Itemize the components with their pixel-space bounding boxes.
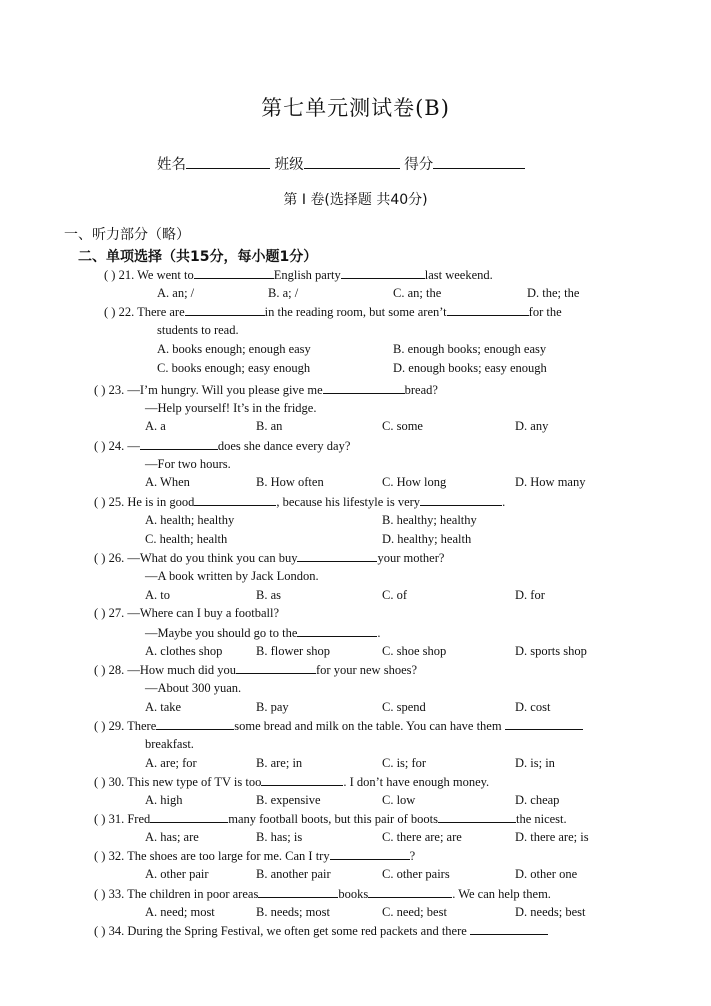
question-text: . We can help them. <box>452 887 551 901</box>
question-text: The shoes are too large for me. Can I try <box>127 849 330 863</box>
question-text: your mother? <box>377 551 445 565</box>
option-b[interactable]: B. as <box>256 588 281 602</box>
option-b[interactable]: B. are; in <box>256 756 303 770</box>
question-31 <box>94 810 567 826</box>
option-c[interactable]: C. shoe shop <box>382 644 447 658</box>
question-text: This new type of TV is too <box>127 775 262 789</box>
question-23 <box>94 381 438 397</box>
answer-blank[interactable] <box>150 810 228 823</box>
option-d[interactable]: D. cheap <box>515 793 560 807</box>
question-25 <box>94 493 505 509</box>
question-text: in the reading room, but some aren’t <box>264 305 447 319</box>
question-continuation: breakfast. <box>145 737 194 751</box>
option-c[interactable]: C. How long <box>382 475 447 489</box>
option-b[interactable]: B. enough books; enough easy <box>393 342 547 356</box>
question-text: There are <box>137 305 185 319</box>
question-21 <box>104 266 493 282</box>
answer-blank[interactable] <box>185 303 265 316</box>
question-continuation: —Maybe you should go to the . <box>145 626 381 640</box>
answer-blank[interactable] <box>330 847 410 860</box>
score-blank[interactable] <box>433 154 525 169</box>
question-text: for the <box>528 305 562 319</box>
question-text: . <box>502 495 506 509</box>
question-text: many football boots, but this pair of boots <box>228 812 438 826</box>
option-d[interactable]: D. any <box>515 419 549 433</box>
question-text: the nicest. <box>515 812 567 826</box>
question-28 <box>94 661 417 677</box>
option-c[interactable]: C. spend <box>382 700 426 714</box>
question-continuation: students to read. <box>157 323 239 337</box>
question-34 <box>94 922 548 938</box>
name-label: 姓名 <box>157 157 186 173</box>
answer-blank[interactable] <box>368 885 452 898</box>
question-text: —Maybe you should go to the <box>145 626 298 640</box>
question-number: ( ) 27. <box>94 606 125 620</box>
option-a[interactable]: A. clothes shop <box>145 644 223 658</box>
option-a[interactable]: A. When <box>145 475 190 489</box>
question-number: ( ) 24. <box>94 439 125 453</box>
question-text: There <box>127 719 157 733</box>
option-c[interactable]: C. health; health <box>145 532 228 546</box>
option-a[interactable]: A. books enough; enough easy <box>157 342 311 356</box>
question-number: ( ) 22. <box>104 305 135 319</box>
option-c[interactable]: C. need; best <box>382 905 447 919</box>
option-c[interactable]: C. an; the <box>393 286 442 300</box>
question-text: — <box>127 439 140 453</box>
answer-blank[interactable] <box>447 303 529 316</box>
question-number: ( ) 34. <box>94 924 125 938</box>
option-d[interactable]: D. is; in <box>515 756 555 770</box>
question-26 <box>94 549 444 565</box>
option-d[interactable]: D. for <box>515 588 545 602</box>
answer-blank[interactable] <box>297 624 377 637</box>
answer-blank[interactable] <box>505 717 583 730</box>
question-text: He is in good <box>127 495 195 509</box>
option-d[interactable]: D. sports shop <box>515 644 587 658</box>
option-d[interactable]: D. the; the <box>527 286 580 300</box>
option-a[interactable]: A. a <box>145 419 166 433</box>
question-number: ( ) 29. <box>94 719 125 733</box>
question-text: . I don’t have enough money. <box>343 775 490 789</box>
answer-blank[interactable] <box>420 493 502 506</box>
option-a[interactable]: A. other pair <box>145 867 209 881</box>
option-b[interactable]: B. another pair <box>256 867 331 881</box>
option-d[interactable]: D. cost <box>515 700 551 714</box>
question-number: ( ) 32. <box>94 849 125 863</box>
question-text: books <box>338 887 369 901</box>
page-title: 第七单元测试卷(B) <box>261 96 450 120</box>
option-a[interactable]: A. high <box>145 793 183 807</box>
option-b[interactable]: B. a; / <box>268 286 299 300</box>
question-text: —How much did you <box>127 663 237 677</box>
student-info-row <box>157 153 525 174</box>
question-text: Fred <box>127 812 151 826</box>
answer-blank[interactable] <box>236 661 316 674</box>
question-continuation: —For two hours. <box>145 457 231 471</box>
question-number: ( ) 31. <box>94 812 125 826</box>
option-c[interactable]: C. there are; are <box>382 830 462 844</box>
question-text: ? <box>409 849 416 863</box>
question-number: ( ) 33. <box>94 887 125 901</box>
option-c[interactable]: C. of <box>382 588 407 602</box>
option-b[interactable]: B. expensive <box>256 793 321 807</box>
class-label: 班级 <box>274 157 304 173</box>
option-b[interactable]: B. an <box>256 419 283 433</box>
question-continuation: —About 300 yuan. <box>145 681 242 695</box>
answer-blank[interactable] <box>194 493 276 506</box>
question-number: ( ) 25. <box>94 495 125 509</box>
question-32 <box>94 847 415 863</box>
question-33 <box>94 885 551 901</box>
question-22 <box>104 303 562 319</box>
section-listening: 一、听力部分（略） <box>64 227 190 243</box>
option-b[interactable]: B. healthy; healthy <box>382 513 477 527</box>
option-a[interactable]: A. are; for <box>145 756 197 770</box>
option-d[interactable]: D. there are; is <box>515 830 589 844</box>
question-text: —Where can I buy a football? <box>127 606 279 620</box>
question-27 <box>94 605 279 621</box>
option-b[interactable]: B. How often <box>256 475 324 489</box>
option-a[interactable]: A. take <box>145 700 182 714</box>
option-d[interactable]: D. needs; best <box>515 905 586 919</box>
option-a[interactable]: A. an; / <box>157 286 195 300</box>
score-label: 得分 <box>404 157 434 173</box>
question-24 <box>94 437 350 453</box>
answer-blank[interactable] <box>470 922 548 935</box>
option-c[interactable]: C. some <box>382 419 423 433</box>
answer-blank[interactable] <box>140 437 218 450</box>
question-text: —I’m hungry. Will you please give me <box>127 383 323 397</box>
question-text: The children in poor areas <box>127 887 259 901</box>
question-text: English party <box>273 268 341 282</box>
answer-blank[interactable] <box>438 810 516 823</box>
question-29 <box>94 717 583 733</box>
option-d[interactable]: D. enough books; easy enough <box>393 361 547 375</box>
option-d[interactable]: D. How many <box>515 475 586 489</box>
question-continuation: —Help yourself! It’s in the fridge. <box>145 401 317 415</box>
question-text: some bread and milk on the table. You can have them <box>234 719 502 733</box>
answer-blank[interactable] <box>261 773 343 786</box>
option-c[interactable]: C. other pairs <box>382 867 450 881</box>
name-blank[interactable] <box>186 154 270 169</box>
class-blank[interactable] <box>304 154 400 169</box>
question-text: —What do you think you can buy <box>127 551 298 565</box>
answer-blank[interactable] <box>156 717 234 730</box>
question-text: We went to <box>137 268 194 282</box>
option-a[interactable]: A. to <box>145 588 170 602</box>
option-b[interactable]: B. needs; most <box>256 905 330 919</box>
option-c[interactable]: C. books enough; easy enough <box>157 361 311 375</box>
answer-blank[interactable] <box>341 266 425 279</box>
question-text: During the Spring Festival, we often get some red packets and there <box>127 924 467 938</box>
question-30 <box>94 773 489 789</box>
option-b[interactable]: B. has; is <box>256 830 303 844</box>
answer-blank[interactable] <box>258 885 338 898</box>
question-text: for your new shoes? <box>316 663 418 677</box>
question-number: ( ) 28. <box>94 663 125 677</box>
answer-blank[interactable] <box>323 381 405 394</box>
question-number: ( ) 23. <box>94 383 125 397</box>
question-text: last weekend. <box>424 268 493 282</box>
option-a[interactable]: A. need; most <box>145 905 215 919</box>
question-text: does she dance every day? <box>217 439 351 453</box>
question-number: ( ) 21. <box>104 268 135 282</box>
option-b[interactable]: B. pay <box>256 700 289 714</box>
option-d[interactable]: D. other one <box>515 867 578 881</box>
question-number: ( ) 30. <box>94 775 125 789</box>
answer-blank[interactable] <box>297 549 377 562</box>
section-single-choice: 二、单项选择（共15分，每小题1分） <box>78 249 318 265</box>
option-c[interactable]: C. low <box>382 793 416 807</box>
option-d[interactable]: D. healthy; health <box>382 532 472 546</box>
question-text: bread? <box>404 383 438 397</box>
option-a[interactable]: A. has; are <box>145 830 199 844</box>
part-heading: 第 I 卷(选择题 共40分) <box>283 192 428 208</box>
question-continuation: —A book written by Jack London. <box>145 569 319 583</box>
question-number: ( ) 26. <box>94 551 125 565</box>
option-c[interactable]: C. is; for <box>382 756 427 770</box>
answer-blank[interactable] <box>194 266 274 279</box>
option-a[interactable]: A. health; healthy <box>145 513 235 527</box>
question-text: , because his lifestyle is very <box>276 495 421 509</box>
option-b[interactable]: B. flower shop <box>256 644 330 658</box>
